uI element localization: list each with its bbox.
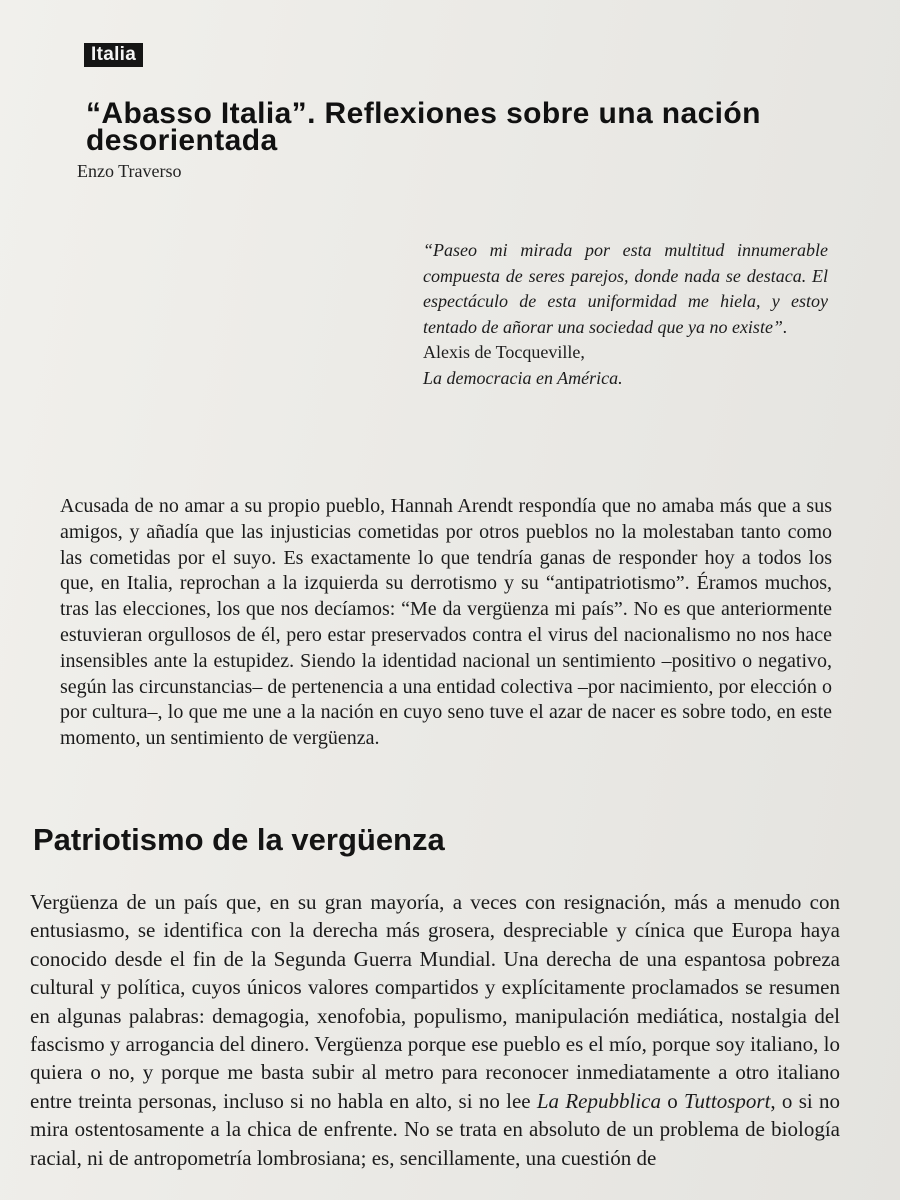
section-tag: Italia (84, 43, 143, 67)
section-subheading: Patriotismo de la vergüenza (33, 822, 445, 857)
epigraph (423, 238, 828, 391)
article-title: “Abasso Italia”. Reflexiones sobre una nación desorientada (86, 97, 761, 157)
paragraph-body-text-c: , o si no mira ostentosamente a la chica de enfrente. No se trata en absoluto de un problema de biología racial, ni de antropometría lombrosiana; es, sencillamente, una cuestión de (30, 1088, 840, 1170)
newspaper-name: La Repubblica (536, 1088, 661, 1113)
epigraph-quote: “Paseo mi mirada por esta multitud innumerable compuesta de seres parejos, donde nada se destaca. El espectáculo de esta uniformidad me hiela, y estoy tentado de añorar una sociedad que ya no existe”. (423, 240, 828, 337)
author-name: Enzo Traverso (77, 161, 182, 181)
newspaper-name: Tuttosport (684, 1088, 771, 1113)
epigraph-attribution: Alexis de Tocqueville, (423, 342, 585, 362)
epigraph-source: La democracia en América. (423, 367, 623, 388)
paragraph-intro: Acusada de no amar a su propio pueblo, Hannah Arendt respondía que no amaba más que a sus amigos, y añadía que las injusticias cometidas por otros pueblos no la molestaban tanto como las cometidas por el suyo. Es exactamente lo que tendría ganas de responder hoy a todos los que, en Italia, reprochan a la izquierda su derrotismo y su “antipatriotismo”. Éramos muchos, tras las elecciones, los que nos decíamos: “Me da vergüenza mi país”. No es que anteriormente estuvieran orgullosos de él, pero estar preservados contra el virus del nacionalismo no nos hace insensibles ante la estupidez. Siendo la identidad nacional un sentimiento –positivo o negativo, según las circunstancias– de pertenencia a una entidad colectiva –por nacimiento, por elección o por cultura–, lo que me une a la nación en cuyo seno tuve el azar de nacer es sobre todo, en este momento, un sentimiento de vergüenza. (60, 495, 832, 750)
paragraph-body (30, 888, 840, 1172)
paragraph-body-text-a: Vergüenza de un país que, en su gran mayoría, a veces con resignación, más a menudo con entusiasmo, se identifica con la derecha más grosera, despreciable y cínica que Europa haya conocido desde el fin de la Segunda Guerra Mundial. Una derecha de una espantosa pobreza cultural y política, cuyos únicos valores compartidos y explícitamente proclamados se resumen en algunas palabras: demagogia, xenofobia, populismo, manipulación mediática, nostalgia del fascismo y arrogancia del dinero. Vergüenza porque ese pueblo es el mío, porque soy italiano, lo quiera o no, y porque me basta subir al metro para reconocer inmediatamente a otro italiano entre treinta personas, incluso si no habla en alto, si no lee (30, 890, 840, 1113)
paragraph-body-text-b: o (660, 1088, 685, 1113)
